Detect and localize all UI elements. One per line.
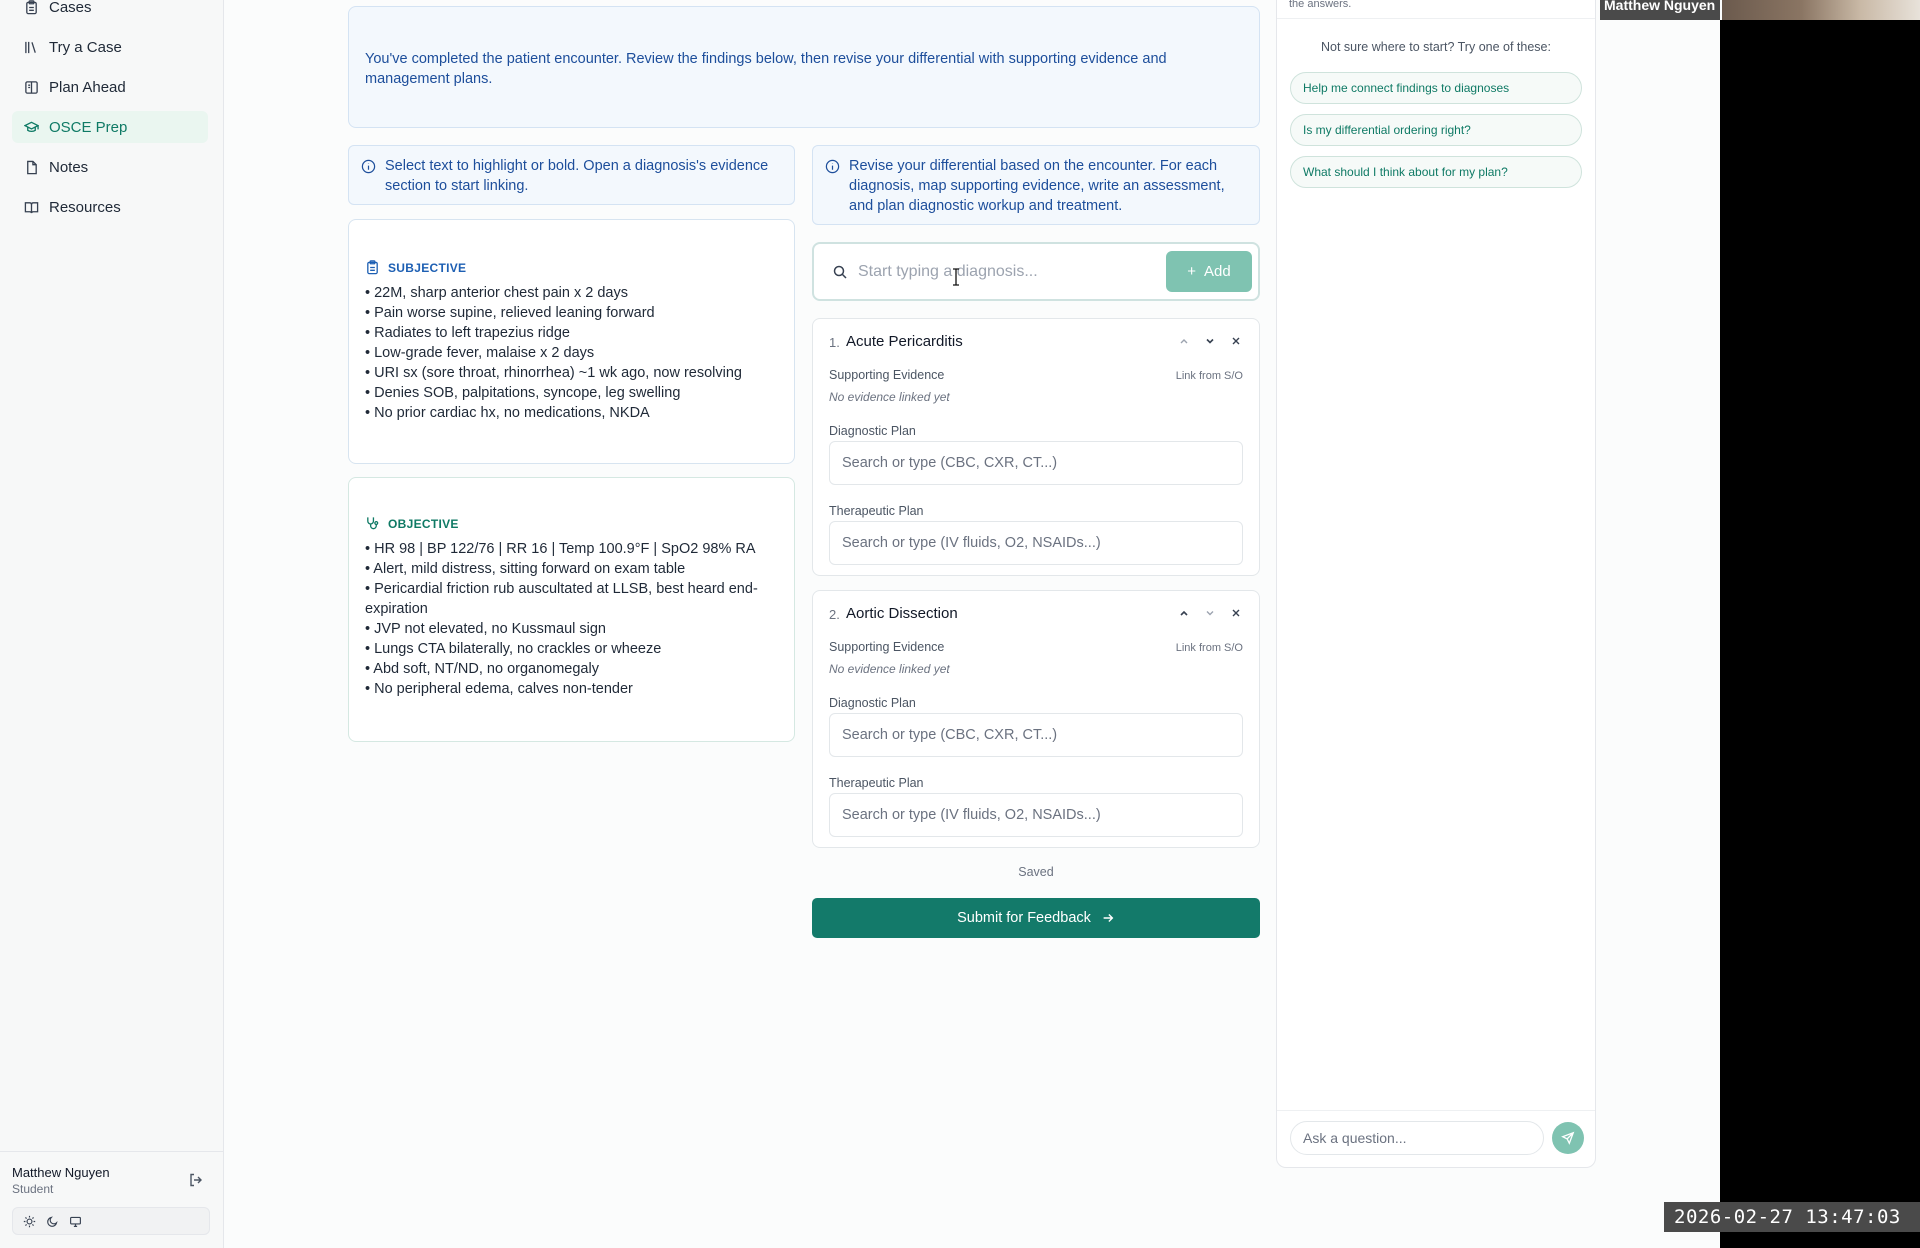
monitor-icon[interactable] xyxy=(69,1215,82,1228)
search-icon xyxy=(832,264,848,280)
list-item: • No prior cardiac hx, no medications, NKDA xyxy=(365,405,650,421)
add-diagnosis-button[interactable] xyxy=(1166,251,1252,292)
divider xyxy=(1277,18,1595,19)
plus-icon: + xyxy=(1187,263,1197,280)
banner-text: You've completed the patient encounter. Review the findings below, then revise your differential with supporting evidence and management plans. xyxy=(365,51,1167,87)
sidebar-item-label: Cases xyxy=(49,0,92,16)
send-icon xyxy=(1561,1131,1575,1145)
diagnosis-name: Acute Pericarditis xyxy=(846,333,963,350)
user-role: Student xyxy=(12,1182,54,1196)
sidebar-item-label: OSCE Prep xyxy=(49,118,128,136)
user-name: Matthew Nguyen xyxy=(12,1165,110,1180)
sidebar-item-label: Resources xyxy=(49,198,121,216)
list-item: • Low-grade fever, malaise x 2 days xyxy=(365,345,595,361)
highlight-info-text: Select text to highlight or bold. Open a diagnosis's evidence section to start linking. xyxy=(385,158,769,194)
close-icon[interactable] xyxy=(1228,333,1244,349)
subjective-header xyxy=(365,260,466,275)
submit-label: Submit for Feedback xyxy=(957,910,1091,926)
sidebar-item-label: Try a Case xyxy=(49,38,122,56)
move-up-icon[interactable] xyxy=(1176,333,1192,349)
sidebar-item-try-a-case[interactable] xyxy=(12,31,208,63)
info-icon xyxy=(825,159,840,174)
diagnostic-plan-input[interactable] xyxy=(829,441,1243,485)
therapeutic-plan-label: Therapeutic Plan xyxy=(829,776,924,790)
suggestion-chip[interactable]: Is my differential ordering right? xyxy=(1290,114,1582,146)
add-label: Add xyxy=(1204,263,1231,280)
video-participant-name: Matthew Nguyen xyxy=(1604,0,1716,13)
suggestion-chip[interactable]: Help me connect findings to diagnoses xyxy=(1290,72,1582,104)
suggestions-title: Not sure where to start? Try one of these: xyxy=(1321,40,1551,54)
library-icon xyxy=(24,40,39,55)
list-item: • Pericardial friction rub auscultated at LLSB, best heard end-expiration xyxy=(365,581,758,617)
sidebar xyxy=(0,0,224,1248)
save-status: Saved xyxy=(1018,865,1054,879)
clipboard-icon xyxy=(24,0,39,15)
diagnostic-plan-input[interactable] xyxy=(829,713,1243,757)
therapeutic-plan-input[interactable] xyxy=(829,521,1243,565)
subjective-list xyxy=(365,283,782,423)
ask-question-input[interactable] xyxy=(1290,1121,1544,1155)
file-icon xyxy=(24,160,39,175)
theme-switcher xyxy=(12,1207,210,1235)
list-item: • Lungs CTA bilaterally, no crackles or wheeze xyxy=(365,641,662,657)
list-item: • URI sx (sore throat, rhinorrhea) ~1 wk ago, now resolving xyxy=(365,365,742,381)
diagnosis-card xyxy=(812,590,1260,848)
submit-feedback-button[interactable] xyxy=(812,898,1260,938)
diagnostic-plan-label: Diagnostic Plan xyxy=(829,424,916,438)
highlight-info xyxy=(348,145,795,205)
diagnosis-search xyxy=(812,242,1260,301)
video-thumbnail xyxy=(1722,0,1920,20)
chat-intro-text: the answers. xyxy=(1289,0,1352,10)
list-item: • Abd soft, NT/ND, no organomegaly xyxy=(365,661,599,677)
therapeutic-plan-label: Therapeutic Plan xyxy=(829,504,924,518)
supporting-evidence-label: Supporting Evidence xyxy=(829,368,945,382)
timestamp: 2026-02-27 13:47:03 xyxy=(1664,1202,1920,1232)
objective-card xyxy=(348,477,795,742)
subjective-card xyxy=(348,219,795,464)
suggestion-chip[interactable]: What should I think about for my plan? xyxy=(1290,156,1582,188)
objective-title: OBJECTIVE xyxy=(388,516,459,531)
diagnosis-number: 2. xyxy=(829,607,840,622)
video-area xyxy=(1720,20,1920,1248)
list-item: • 22M, sharp anterior chest pain x 2 days xyxy=(365,285,628,301)
list-item: • Alert, mild distress, sitting forward on exam table xyxy=(365,561,686,577)
therapeutic-plan-input[interactable] xyxy=(829,793,1243,837)
link-from-so[interactable]: Link from S/O xyxy=(1175,642,1243,654)
graduation-cap-icon xyxy=(24,120,39,135)
objective-header xyxy=(365,516,459,531)
divider xyxy=(1277,1110,1595,1111)
sidebar-item-resources[interactable] xyxy=(12,191,208,223)
list-item: • Denies SOB, palpitations, syncope, leg swelling xyxy=(365,385,681,401)
book-icon xyxy=(24,200,39,215)
diagnostic-plan-label: Diagnostic Plan xyxy=(829,696,916,710)
diagnosis-input[interactable] xyxy=(858,256,1138,288)
diagnosis-name: Aortic Dissection xyxy=(846,605,958,622)
sidebar-item-label: Plan Ahead xyxy=(49,78,126,96)
list-item: • Pain worse supine, relieved leaning forward xyxy=(365,305,655,321)
sun-icon[interactable] xyxy=(23,1215,36,1228)
list-item: • No peripheral edema, calves non-tender xyxy=(365,681,633,697)
no-evidence-text: No evidence linked yet xyxy=(829,662,950,676)
no-evidence-text: No evidence linked yet xyxy=(829,390,950,404)
revise-info-text: Revise your differential based on the encounter. For each diagnosis, map supporting evidence, write an assessment, and plan diagnostic workup and treatment. xyxy=(849,158,1225,214)
diagnosis-card xyxy=(812,318,1260,576)
sidebar-item-notes[interactable] xyxy=(12,151,208,183)
sidebar-item-label: Notes xyxy=(49,158,89,176)
move-up-icon[interactable] xyxy=(1176,605,1192,621)
book-open-icon xyxy=(24,80,39,95)
list-item: • HR 98 | BP 122/76 | RR 16 | Temp 100.9°F | SpO2 98% RA xyxy=(365,541,756,557)
subjective-title: SUBJECTIVE xyxy=(388,260,467,275)
arrow-right-icon xyxy=(1101,911,1115,925)
link-from-so[interactable]: Link from S/O xyxy=(1175,370,1243,382)
close-icon[interactable] xyxy=(1228,605,1244,621)
stethoscope-icon xyxy=(365,516,380,531)
info-icon xyxy=(361,159,376,174)
sidebar-item-osce-prep[interactable] xyxy=(12,111,208,143)
supporting-evidence-label: Supporting Evidence xyxy=(829,640,945,654)
move-down-icon[interactable] xyxy=(1202,333,1218,349)
completion-banner xyxy=(348,6,1260,128)
revise-info xyxy=(812,145,1260,225)
objective-list xyxy=(365,539,782,699)
user-block xyxy=(0,1151,224,1248)
list-item: • Radiates to left trapezius ridge xyxy=(365,325,570,341)
moon-icon[interactable] xyxy=(46,1215,59,1228)
chat-panel xyxy=(1276,0,1596,1168)
diagnosis-number: 1. xyxy=(829,335,840,350)
sidebar-item-plan-ahead[interactable] xyxy=(12,71,208,103)
text-cursor-icon xyxy=(952,268,960,286)
logout-icon[interactable] xyxy=(188,1172,204,1188)
clipboard-icon xyxy=(365,260,380,275)
send-button[interactable] xyxy=(1552,1122,1584,1154)
move-down-icon[interactable] xyxy=(1202,605,1218,621)
list-item: • JVP not elevated, no Kussmaul sign xyxy=(365,621,606,637)
sidebar-item-cases[interactable] xyxy=(12,0,208,23)
